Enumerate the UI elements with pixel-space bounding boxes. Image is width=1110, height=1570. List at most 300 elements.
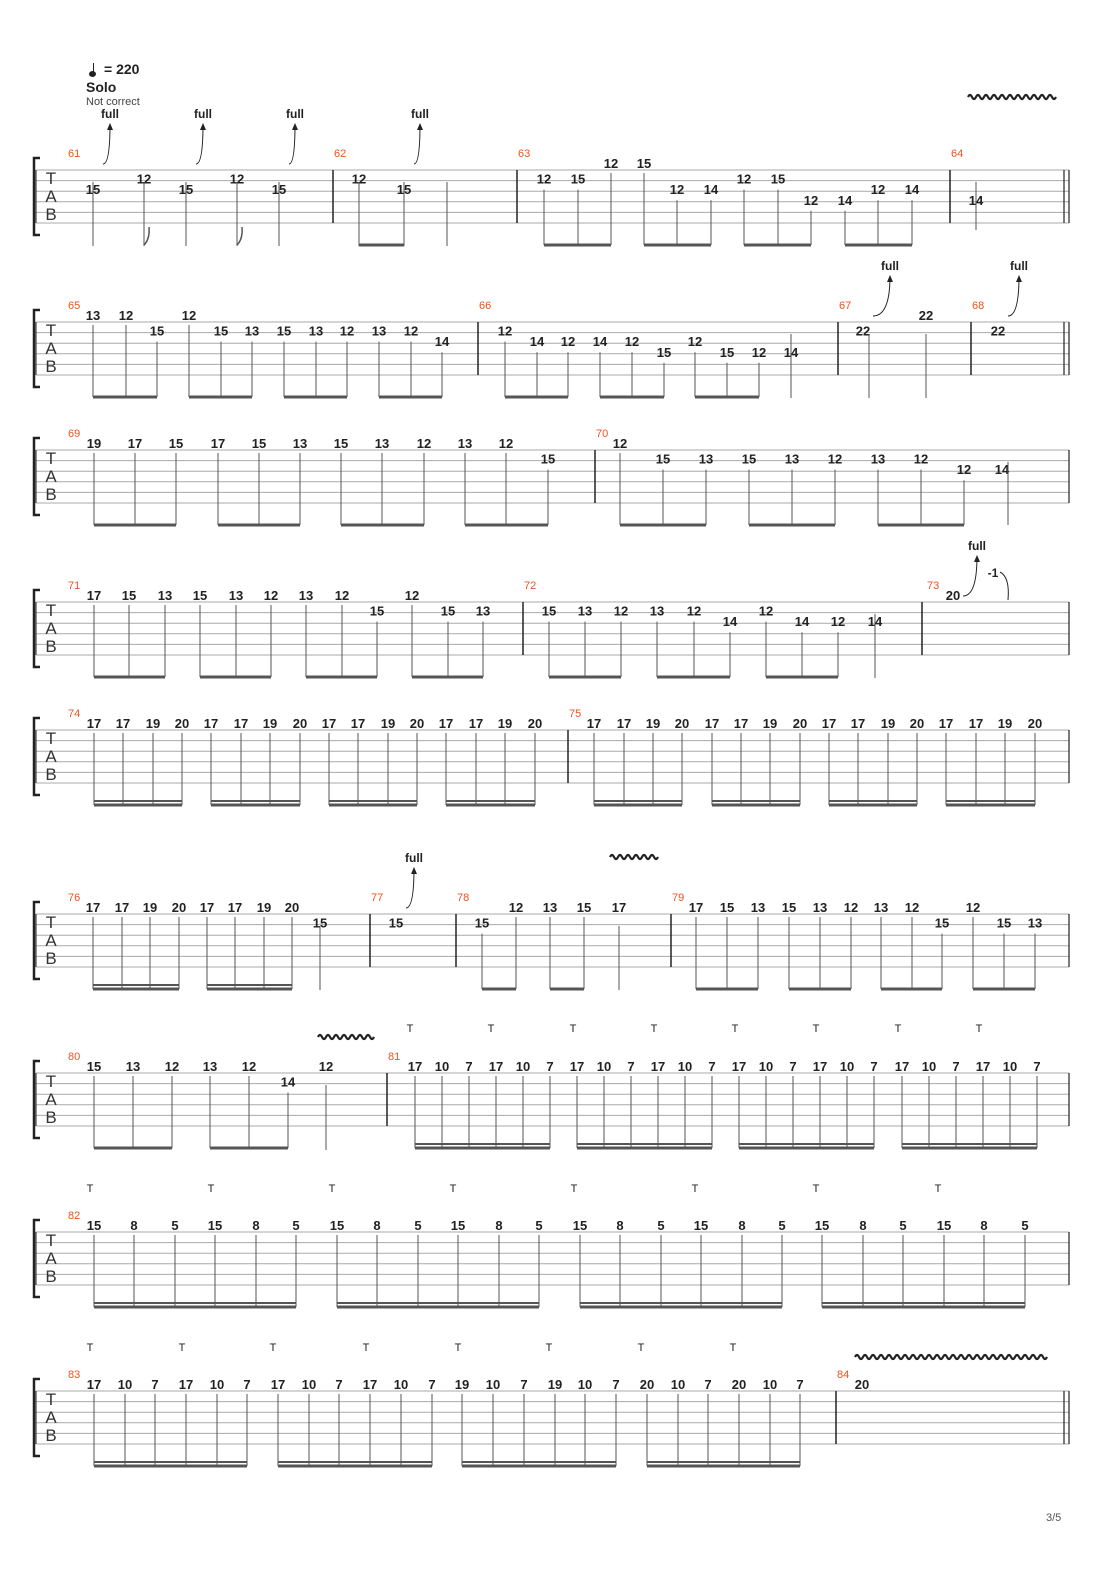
fret-number: 13 <box>750 900 766 915</box>
fret-number: 5 <box>899 1218 907 1233</box>
fret-number: 20 <box>731 1377 747 1392</box>
fret-number: 15 <box>333 436 349 451</box>
fret-number: 19 <box>142 900 158 915</box>
fret-number: 10 <box>515 1059 531 1074</box>
measure-number: 84 <box>837 1369 850 1381</box>
bend-release-label: -1 <box>987 566 999 580</box>
fret-number: 12 <box>229 171 245 187</box>
tap-mark: T <box>545 1342 553 1354</box>
fret-number: 15 <box>369 603 385 619</box>
fret-number: 12 <box>560 334 576 350</box>
tab-clef-letter: T <box>45 601 57 620</box>
tap-mark: T <box>975 1023 983 1035</box>
fret-number: 15 <box>693 1218 709 1233</box>
note-flag <box>144 227 149 245</box>
fret-number: 17 <box>178 1377 194 1392</box>
fret-number: 12 <box>956 462 972 478</box>
fret-number: 19 <box>997 716 1013 731</box>
measure-number: 64 <box>951 148 964 160</box>
fret-number: 15 <box>572 1218 588 1233</box>
fret-number: 7 <box>428 1377 436 1392</box>
fret-number: 20 <box>174 716 190 731</box>
fret-number: 20 <box>527 716 543 731</box>
tap-mark: T <box>691 1183 699 1195</box>
fret-number: 15 <box>440 603 456 619</box>
fret-number: 15 <box>168 436 184 451</box>
fret-number: 17 <box>86 588 102 603</box>
tap-mark: T <box>86 1183 94 1195</box>
fret-number: 10 <box>577 1377 593 1392</box>
fret-number: 12 <box>687 334 703 350</box>
fret-number: 17 <box>233 716 249 731</box>
fret-number: 15 <box>540 451 556 467</box>
fret-number: 12 <box>913 451 929 467</box>
fret-number: 12 <box>751 344 767 360</box>
fret-number: 13 <box>292 436 308 451</box>
fret-number: 10 <box>485 1377 501 1392</box>
vibrato-mark <box>610 855 658 859</box>
measure-number: 68 <box>972 300 985 312</box>
fret-number: 10 <box>596 1059 612 1074</box>
tap-mark: T <box>362 1342 370 1354</box>
tap-mark: T <box>637 1342 645 1354</box>
fret-number: 5 <box>535 1218 543 1233</box>
fret-number: 7 <box>952 1059 960 1074</box>
fret-number: 5 <box>657 1218 665 1233</box>
fret-number: 15 <box>213 323 229 339</box>
fret-number: 19 <box>454 1377 470 1392</box>
fret-number: 14 <box>529 334 545 350</box>
bend-label: full <box>194 107 212 121</box>
tap-mark: T <box>328 1183 336 1195</box>
fret-number: 13 <box>371 323 387 339</box>
fret-number: 10 <box>677 1059 693 1074</box>
fret-number: 15 <box>474 915 490 931</box>
vibrato-mark <box>968 95 1056 99</box>
fret-number: 17 <box>227 900 243 915</box>
fret-number: 12 <box>612 436 628 451</box>
bend-arrowhead <box>1016 275 1022 282</box>
tab-clef-letter: B <box>45 485 57 504</box>
bend-arrowhead <box>411 867 417 874</box>
measure-number: 70 <box>596 428 609 440</box>
tab-clef-letter: A <box>45 1090 57 1109</box>
fret-number: 13 <box>542 900 558 915</box>
fret-number: 12 <box>351 171 367 187</box>
fret-number: 17 <box>650 1059 666 1074</box>
fret-number: 13 <box>1027 915 1043 931</box>
fret-number: 20 <box>945 588 961 603</box>
fret-number: 17 <box>731 1059 747 1074</box>
fret-number: 8 <box>130 1218 138 1233</box>
bend-label: full <box>411 107 429 121</box>
tab-clef-letter: B <box>45 949 57 968</box>
fret-number: 15 <box>178 182 194 198</box>
fret-number: 15 <box>655 451 671 467</box>
tab-clef-letter: B <box>45 765 57 784</box>
fret-number: 13 <box>784 451 800 467</box>
fret-number: 13 <box>577 603 593 619</box>
fret-number: 17 <box>321 716 337 731</box>
fret-number: 7 <box>1033 1059 1041 1074</box>
fret-number: 15 <box>541 603 557 619</box>
fret-number: 10 <box>839 1059 855 1074</box>
measure-number: 77 <box>371 892 384 904</box>
tap-mark: T <box>569 1023 577 1035</box>
fret-number: 10 <box>117 1377 133 1392</box>
bend-label: full <box>101 107 119 121</box>
measure-number: 71 <box>68 580 81 592</box>
fret-number: 10 <box>670 1377 686 1392</box>
tab-clef-letter: T <box>45 1390 57 1409</box>
fret-number: 7 <box>335 1377 343 1392</box>
vibrato-mark <box>855 1355 1047 1359</box>
fret-number: 15 <box>996 915 1012 931</box>
fret-number: 17 <box>894 1059 910 1074</box>
fret-number: 12 <box>827 451 843 467</box>
fret-number: 7 <box>243 1377 251 1392</box>
fret-number: 17 <box>569 1059 585 1074</box>
fret-number: 12 <box>403 323 419 339</box>
fret-number: 15 <box>656 344 672 360</box>
fret-number: 7 <box>870 1059 878 1074</box>
fret-number: 20 <box>171 900 187 915</box>
fret-number: 17 <box>938 716 954 731</box>
fret-number: 10 <box>758 1059 774 1074</box>
tap-mark: T <box>406 1023 414 1035</box>
fret-number: 15 <box>814 1218 830 1233</box>
fret-number: 20 <box>792 716 808 731</box>
fret-number: 20 <box>292 716 308 731</box>
fret-number: 7 <box>789 1059 797 1074</box>
fret-number: 5 <box>1021 1218 1029 1233</box>
fret-number: 15 <box>576 900 592 915</box>
tap-mark: T <box>454 1342 462 1354</box>
tab-clef-letter: T <box>45 1072 57 1091</box>
fret-number: 8 <box>616 1218 624 1233</box>
fret-number: 13 <box>228 588 244 603</box>
fret-number: 12 <box>404 588 420 603</box>
fret-number: 15 <box>121 588 137 603</box>
tab-clef-letter: B <box>45 357 57 376</box>
fret-number: 7 <box>546 1059 554 1074</box>
fret-number: 13 <box>649 603 665 619</box>
fret-number: 10 <box>301 1377 317 1392</box>
vibrato-mark <box>318 1035 374 1039</box>
fret-number: 17 <box>270 1377 286 1392</box>
fret-number: 15 <box>934 915 950 931</box>
fret-number: 15 <box>271 182 287 198</box>
fret-number: 15 <box>192 588 208 603</box>
fret-number: 14 <box>968 192 984 208</box>
measure-number: 79 <box>672 892 685 904</box>
bend-label: full <box>968 539 986 553</box>
fret-number: 12 <box>497 323 513 339</box>
measure-number: 72 <box>524 580 537 592</box>
fret-number: 5 <box>414 1218 422 1233</box>
fret-number: 13 <box>475 603 491 619</box>
measure-number: 81 <box>388 1051 401 1063</box>
fret-number: 13 <box>873 900 889 915</box>
fret-number: 20 <box>854 1377 870 1392</box>
bend-arrowhead <box>417 123 423 130</box>
tab-clef-letter: T <box>45 169 57 188</box>
tap-mark: T <box>86 1342 94 1354</box>
measure-number: 80 <box>68 1051 81 1063</box>
fret-number: 19 <box>547 1377 563 1392</box>
fret-number: 17 <box>86 1377 102 1392</box>
fret-number: 17 <box>821 716 837 731</box>
tab-clef-letter: T <box>45 729 57 748</box>
fret-number: 17 <box>812 1059 828 1074</box>
fret-number: 17 <box>704 716 720 731</box>
fret-number: 15 <box>396 182 412 198</box>
tab-clef-letter: T <box>45 913 57 932</box>
fret-number: 15 <box>149 323 165 339</box>
fret-number: 17 <box>350 716 366 731</box>
fret-number: 13 <box>157 588 173 603</box>
bend-arrowhead <box>200 123 206 130</box>
fret-number: 12 <box>904 900 920 915</box>
fret-number: 12 <box>339 323 355 339</box>
tap-mark: T <box>449 1183 457 1195</box>
fret-number: 17 <box>85 900 101 915</box>
measure-number: 78 <box>457 892 470 904</box>
fret-number: 20 <box>639 1377 655 1392</box>
fret-number: 13 <box>308 323 324 339</box>
fret-number: 15 <box>207 1218 223 1233</box>
fret-number: 15 <box>251 436 267 451</box>
fret-number: 17 <box>114 900 130 915</box>
fret-number: 15 <box>781 900 797 915</box>
fret-number: 12 <box>736 171 752 187</box>
fret-number: 8 <box>859 1218 867 1233</box>
fret-number: 19 <box>145 716 161 731</box>
fret-number: 12 <box>603 156 619 171</box>
tab-clef-letter: A <box>45 467 57 486</box>
fret-number: 17 <box>86 716 102 731</box>
fret-number: 7 <box>708 1059 716 1074</box>
fret-number: 19 <box>86 436 102 451</box>
tab-clef-letter: B <box>45 1267 57 1286</box>
bend-label: full <box>405 851 423 865</box>
tap-mark: T <box>570 1183 578 1195</box>
fret-number: 14 <box>867 614 883 630</box>
fret-number: 12 <box>263 588 279 603</box>
fret-number: 12 <box>965 900 981 915</box>
measure-number: 76 <box>68 892 81 904</box>
fret-number: 10 <box>393 1377 409 1392</box>
fret-number: 17 <box>611 900 627 915</box>
fret-number: 10 <box>1002 1059 1018 1074</box>
fret-number: 12 <box>758 603 774 619</box>
fret-number: 7 <box>704 1377 712 1392</box>
bend-arrowhead <box>887 275 893 282</box>
measure-number: 66 <box>479 300 492 312</box>
fret-number: 7 <box>627 1059 635 1074</box>
fret-number: 13 <box>202 1059 218 1074</box>
fret-number: 12 <box>241 1059 257 1074</box>
fret-number: 14 <box>592 334 608 350</box>
fret-number: 22 <box>855 323 871 339</box>
fret-number: 5 <box>171 1218 179 1233</box>
fret-number: 15 <box>85 182 101 198</box>
fret-number: 10 <box>762 1377 778 1392</box>
fret-number: 15 <box>388 915 404 931</box>
fret-number: 12 <box>118 308 134 323</box>
fret-number: 13 <box>870 451 886 467</box>
section-note: Not correct <box>86 96 140 108</box>
fret-number: 7 <box>465 1059 473 1074</box>
fret-number: 20 <box>409 716 425 731</box>
fret-number: 12 <box>669 182 685 198</box>
fret-number: 17 <box>586 716 602 731</box>
fret-number: 15 <box>719 344 735 360</box>
tab-clef-letter: A <box>45 931 57 950</box>
fret-number: 17 <box>127 436 143 451</box>
fret-number: 12 <box>136 171 152 187</box>
fret-number: 12 <box>536 171 552 187</box>
measure-number: 74 <box>68 708 81 720</box>
fret-number: 10 <box>209 1377 225 1392</box>
tap-mark: T <box>731 1023 739 1035</box>
fret-number: 12 <box>318 1059 334 1074</box>
fret-number: 8 <box>373 1218 381 1233</box>
measure-number: 69 <box>68 428 81 440</box>
fret-number: 12 <box>870 182 886 198</box>
note-flag <box>237 227 242 245</box>
fret-number: 13 <box>125 1059 141 1074</box>
fret-number: 7 <box>796 1377 804 1392</box>
fret-number: 15 <box>86 1218 102 1233</box>
tap-mark: T <box>207 1183 215 1195</box>
bend-label: full <box>1010 259 1028 273</box>
fret-number: 12 <box>181 308 197 323</box>
tap-mark: T <box>269 1342 277 1354</box>
fret-number: 15 <box>770 171 786 187</box>
fret-number: 17 <box>688 900 704 915</box>
fret-number: 15 <box>936 1218 952 1233</box>
tap-mark: T <box>487 1023 495 1035</box>
fret-number: 8 <box>495 1218 503 1233</box>
fret-number: 12 <box>686 603 702 619</box>
fret-number: 17 <box>210 436 226 451</box>
fret-number: 15 <box>741 451 757 467</box>
fret-number: 22 <box>990 323 1006 339</box>
tab-clef-letter: A <box>45 1408 57 1427</box>
fret-number: 20 <box>1027 716 1043 731</box>
fret-number: 13 <box>812 900 828 915</box>
fret-number: 13 <box>298 588 314 603</box>
fret-number: 5 <box>778 1218 786 1233</box>
fret-number: 10 <box>434 1059 450 1074</box>
fret-number: 15 <box>450 1218 466 1233</box>
fret-number: 15 <box>276 323 292 339</box>
fret-number: 12 <box>843 900 859 915</box>
fret-number: 8 <box>738 1218 746 1233</box>
fret-number: 14 <box>904 182 920 198</box>
tab-clef-letter: B <box>45 205 57 224</box>
measure-number: 62 <box>334 148 347 160</box>
fret-number: 17 <box>115 716 131 731</box>
measure-number: 67 <box>839 300 852 312</box>
fret-number: 19 <box>497 716 513 731</box>
measure-number: 65 <box>68 300 81 312</box>
fret-number: 15 <box>636 156 652 171</box>
fret-number: 10 <box>921 1059 937 1074</box>
fret-number: 14 <box>837 192 853 208</box>
tab-clef-letter: B <box>45 1108 57 1127</box>
measure-number: 61 <box>68 148 81 160</box>
measure-number: 82 <box>68 1210 81 1222</box>
tab-clef-letter: T <box>45 321 57 340</box>
fret-number: 19 <box>880 716 896 731</box>
release-arrow <box>1000 572 1008 600</box>
bend-label: full <box>881 259 899 273</box>
tab-clef-letter: A <box>45 747 57 766</box>
bend-arrowhead <box>292 123 298 130</box>
fret-number: 12 <box>624 334 640 350</box>
fret-number: 7 <box>612 1377 620 1392</box>
fret-number: 19 <box>762 716 778 731</box>
fret-number: 14 <box>722 614 738 630</box>
tap-mark: T <box>178 1342 186 1354</box>
fret-number: 17 <box>199 900 215 915</box>
fret-number: 17 <box>407 1059 423 1074</box>
fret-number: 13 <box>244 323 260 339</box>
fret-number: 7 <box>151 1377 159 1392</box>
fret-number: 17 <box>968 716 984 731</box>
tap-mark: T <box>812 1023 820 1035</box>
fret-number: 19 <box>380 716 396 731</box>
tab-clef-letter: A <box>45 339 57 358</box>
tab-clef-letter: B <box>45 1426 57 1445</box>
fret-number: 17 <box>975 1059 991 1074</box>
fret-number: 20 <box>909 716 925 731</box>
tab-clef-letter: B <box>45 637 57 656</box>
fret-number: 12 <box>416 436 432 451</box>
tap-mark: T <box>812 1183 820 1195</box>
fret-number: 8 <box>252 1218 260 1233</box>
fret-number: 19 <box>645 716 661 731</box>
fret-number: 12 <box>803 192 819 208</box>
fret-number: 12 <box>613 603 629 619</box>
fret-number: 14 <box>783 344 799 360</box>
fret-number: 17 <box>203 716 219 731</box>
fret-number: 14 <box>994 462 1010 478</box>
measure-number: 83 <box>68 1369 81 1381</box>
tempo-value: = 220 <box>104 61 140 77</box>
tab-clef-letter: A <box>45 187 57 206</box>
tap-mark: T <box>729 1342 737 1354</box>
fret-number: 14 <box>703 182 719 198</box>
fret-number: 17 <box>488 1059 504 1074</box>
fret-number: 14 <box>280 1074 296 1090</box>
tap-mark: T <box>650 1023 658 1035</box>
fret-number: 12 <box>164 1059 180 1074</box>
fret-number: 20 <box>284 900 300 915</box>
fret-number: 15 <box>312 915 328 931</box>
fret-number: 13 <box>698 451 714 467</box>
fret-number: 19 <box>262 716 278 731</box>
fret-number: 17 <box>438 716 454 731</box>
tab-clef-letter: T <box>45 1231 57 1250</box>
bend-arrowhead <box>107 123 113 130</box>
tap-mark: T <box>894 1023 902 1035</box>
fret-number: 8 <box>980 1218 988 1233</box>
section-title: Solo <box>86 79 117 95</box>
tap-mark: T <box>934 1183 942 1195</box>
